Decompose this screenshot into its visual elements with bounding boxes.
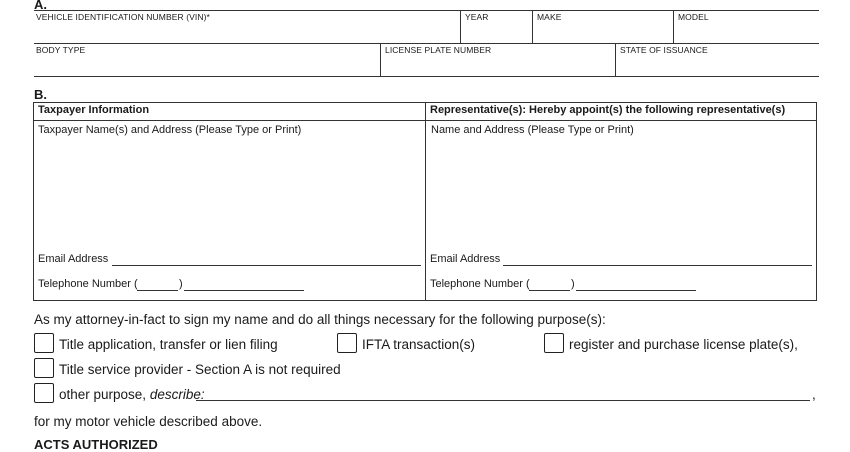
rep-phone-field[interactable] (576, 290, 696, 291)
section-a-label: A. (34, 0, 47, 12)
taxpayer-info-header: Taxpayer Information (38, 104, 150, 116)
paren-close: ) (571, 278, 575, 290)
title-service-checkbox[interactable] (34, 358, 54, 378)
purpose-intro: As my attorney-in-fact to sign my name and do all things necessary for the following purpose(s): (34, 312, 606, 327)
title-service-label: Title service provider - Section A is not required (59, 362, 341, 377)
year-label: YEAR (465, 12, 489, 22)
divider (460, 10, 461, 43)
header-rule (33, 120, 817, 121)
other-purpose-text: other purpose, (59, 387, 150, 402)
other-purpose-label (59, 387, 205, 402)
row-rule (34, 76, 819, 77)
rep-name-label: Name and Address (Please Type or Print) (431, 124, 634, 136)
ifta-label: IFTA transaction(s) (362, 337, 476, 352)
motor-vehicle-footer: for my motor vehicle described above. (34, 414, 263, 429)
rep-email-label: Email Address (430, 253, 501, 265)
model-label: MODEL (678, 12, 709, 22)
section-b-label: B. (34, 87, 47, 102)
section-a-top-rule (34, 10, 819, 11)
trailing-comma: , (812, 387, 816, 402)
taxpayer-email-field[interactable] (112, 265, 421, 266)
row-rule (34, 43, 819, 44)
other-purpose-checkbox[interactable] (34, 383, 54, 403)
taxpayer-phone-field[interactable] (184, 290, 304, 291)
divider (425, 102, 426, 301)
divider (532, 10, 533, 43)
divider (380, 43, 381, 76)
divider (673, 10, 674, 43)
taxpayer-phone-area-field[interactable] (137, 290, 178, 291)
paren-close: ) (179, 278, 183, 290)
divider (615, 43, 616, 76)
acts-authorized-heading: ACTS AUTHORIZED (34, 437, 158, 452)
ifta-checkbox[interactable] (337, 333, 357, 353)
rep-phone-label: Telephone Number ( (430, 278, 530, 290)
taxpayer-name-label: Taxpayer Name(s) and Address (Please Type or Print) (38, 124, 302, 136)
other-purpose-describe: describe: (149, 387, 205, 402)
title-application-checkbox[interactable] (34, 333, 54, 353)
rep-phone-area-field[interactable] (529, 290, 570, 291)
title-application-label: Title application, transfer or lien filing (59, 337, 278, 352)
register-plates-checkbox[interactable] (544, 333, 564, 353)
state-of-issuance-label: STATE OF ISSUANCE (620, 45, 708, 55)
license-plate-label: LICENSE PLATE NUMBER (385, 45, 492, 55)
register-plates-label: register and purchase license plate(s), (569, 337, 798, 352)
vin-label: VEHICLE IDENTIFICATION NUMBER (VIN)* (36, 12, 210, 22)
body-type-label: BODY TYPE (36, 45, 86, 55)
other-purpose-field[interactable] (196, 400, 810, 401)
make-label: MAKE (537, 12, 562, 22)
taxpayer-email-label: Email Address (38, 253, 109, 265)
taxpayer-phone-label: Telephone Number ( (38, 278, 138, 290)
representative-header: Representative(s): Hereby appoint(s) the following representative(s) (430, 104, 786, 116)
rep-email-field[interactable] (503, 265, 812, 266)
